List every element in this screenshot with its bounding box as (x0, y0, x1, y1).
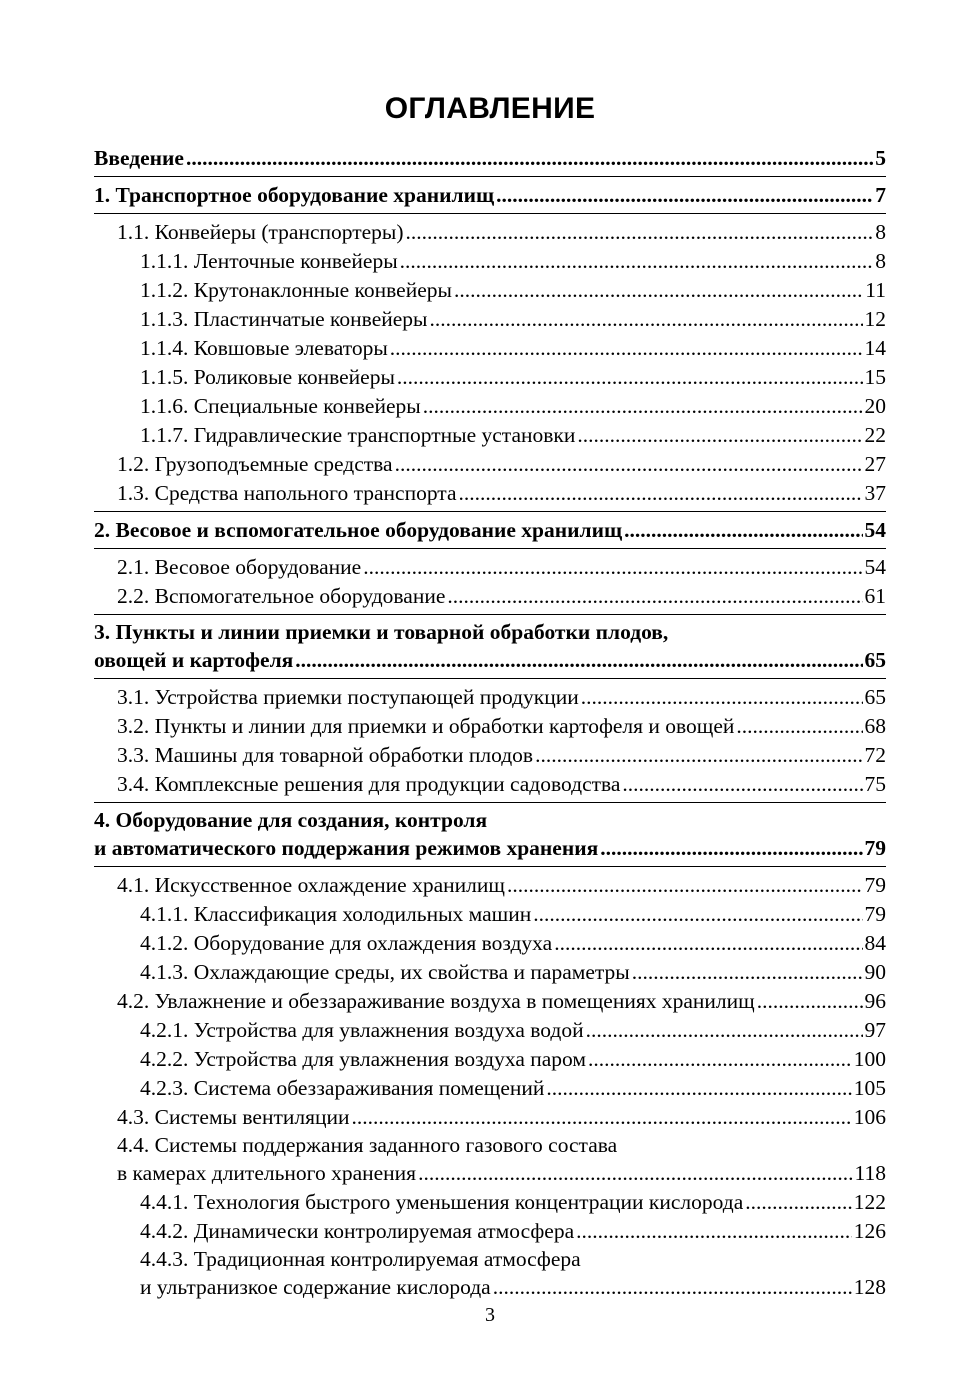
toc-entry[interactable]: 1.3. Средства напольного транспорта ..... 37 (94, 479, 886, 508)
dot-leader (757, 987, 863, 1016)
dot-leader (186, 144, 873, 173)
divider (94, 802, 886, 803)
toc-entry[interactable]: 2.1. Весовое оборудование ..... 54 (94, 553, 886, 582)
dot-leader (363, 553, 862, 582)
dot-leader (429, 305, 862, 334)
dot-leader (406, 218, 874, 247)
toc-entry[interactable]: 4.3. Системы вентиляции ..... 106 (94, 1103, 886, 1132)
dot-leader (459, 479, 863, 508)
divider (94, 176, 886, 177)
toc-entry-line1: 4.4. Системы поддержания заданного газового состава (117, 1133, 618, 1157)
dot-leader (576, 1217, 852, 1246)
page-number: 3 (485, 1304, 495, 1326)
dot-leader (736, 712, 862, 741)
toc-entry[interactable]: 3.1. Устройства приемки поступающей продукции ..... 65 (94, 683, 886, 712)
divider (94, 678, 886, 679)
dot-leader (507, 871, 863, 900)
toc-entry[interactable]: 4.4.1. Технология быстрого уменьшения концентрации кислорода ..... 122 (94, 1188, 886, 1217)
toc-entry-chapter-4[interactable]: и автоматического поддержания режимов хранения ..... 79 (94, 834, 886, 863)
toc-entry[interactable]: 1.1.5. Роликовые конвейеры ..... 15 (94, 363, 886, 392)
toc-entry[interactable]: 1.2. Грузоподъемные средства ..... 27 (94, 450, 886, 479)
toc-entry[interactable]: 4.4.2. Динамически контролируемая атмосфера ..... 126 (94, 1217, 886, 1246)
dot-leader (546, 1074, 851, 1103)
toc-entry-chapter-3[interactable]: овощей и картофеля ..... 65 (94, 646, 886, 675)
toc-entry[interactable]: в камерах длительного хранения ..... 118 (94, 1159, 886, 1188)
dot-leader (496, 181, 873, 210)
dot-leader (554, 929, 862, 958)
toc-entry[interactable]: 2.2. Вспомогательное оборудование ..... 61 (94, 582, 886, 611)
toc-entry[interactable]: 1.1.6. Специальные конвейеры ..... 20 (94, 392, 886, 421)
toc-entry[interactable]: 4.2.2. Устройства для увлажнения воздуха паром ..... 100 (94, 1045, 886, 1074)
toc-entry[interactable]: 4.1. Искусственное охлаждение хранилищ ..... 79 (94, 871, 886, 900)
dot-leader (400, 247, 874, 276)
toc-entry[interactable]: 3.4. Комплексные решения для продукции садоводства ..... 75 (94, 770, 886, 799)
toc-entry[interactable]: 4.2. Увлажнение и обеззараживание воздуха в помещениях хранилищ ..... 96 (94, 987, 886, 1016)
dot-leader (395, 450, 863, 479)
toc-entry[interactable]: 1.1.4. Ковшовые элеваторы ..... 14 (94, 334, 886, 363)
toc-entry[interactable]: 4.1.3. Охлаждающие среды, их свойства и параметры ..... 90 (94, 958, 886, 987)
dot-leader (390, 334, 863, 363)
divider (94, 213, 886, 214)
page-title: ОГЛАВЛЕНИЕ (384, 92, 596, 125)
table-of-contents (94, 144, 886, 1302)
dot-leader (454, 276, 863, 305)
dot-leader (423, 392, 863, 421)
toc-entry[interactable]: 4.2.1. Устройства для увлажнения воздуха водой ..... 97 (94, 1016, 886, 1045)
dot-leader (600, 834, 862, 863)
dot-leader (447, 582, 862, 611)
toc-entry[interactable]: и ультранизкое содержание кислорода ..... 128 (94, 1273, 886, 1302)
toc-entry-chapter-1[interactable]: 1. Транспортное оборудование хранилищ ..... 7 (94, 181, 886, 210)
toc-entry[interactable]: 3.2. Пункты и линии для приемки и обработки картофеля и овощей ..... 68 (94, 712, 886, 741)
toc-entry-line1: 4.4.3. Традиционная контролируемая атмосфера (140, 1247, 581, 1271)
dot-leader (295, 646, 862, 675)
dot-leader (577, 421, 862, 450)
toc-entry-chapter-2[interactable]: 2. Весовое и вспомогательное оборудование хранилищ ..... 54 (94, 516, 886, 545)
divider (94, 511, 886, 512)
toc-entry-introduction[interactable]: Введение ..... 5 (94, 144, 886, 173)
toc-entry[interactable]: 1.1.1. Ленточные конвейеры ..... 8 (94, 247, 886, 276)
toc-entry[interactable]: 1.1.2. Крутонаклонные конвейеры ..... 11 (94, 276, 886, 305)
dot-leader (624, 516, 862, 545)
divider (94, 548, 886, 549)
toc-entry[interactable]: 1.1. Конвейеры (транспортеры) ..... 8 (94, 218, 886, 247)
toc-entry[interactable]: 4.2.3. Система обеззараживания помещений ..... 105 (94, 1074, 886, 1103)
toc-entry[interactable]: 4.1.1. Классификация холодильных машин ..... 79 (94, 900, 886, 929)
dot-leader (397, 363, 863, 392)
dot-leader (535, 741, 862, 770)
toc-entry-chapter-4-line1: 4. Оборудование для создания, контроля (94, 808, 488, 832)
dot-leader (632, 958, 863, 987)
dot-leader (533, 900, 862, 929)
dot-leader (586, 1016, 863, 1045)
dot-leader (418, 1159, 852, 1188)
divider (94, 614, 886, 615)
divider (94, 866, 886, 867)
dot-leader (493, 1273, 852, 1302)
toc-entry[interactable]: 3.3. Машины для товарной обработки плодов ..... 72 (94, 741, 886, 770)
toc-entry[interactable]: 1.1.7. Гидравлические транспортные установки ..... 22 (94, 421, 886, 450)
toc-entry[interactable]: 4.1.2. Оборудование для охлаждения воздуха ..... 84 (94, 929, 886, 958)
toc-entry-chapter-3-line1: 3. Пункты и линии приемки и товарной обработки плодов, (94, 620, 669, 644)
dot-leader (588, 1045, 852, 1074)
dot-leader (352, 1103, 852, 1132)
dot-leader (622, 770, 862, 799)
dot-leader (581, 683, 863, 712)
toc-entry[interactable]: 1.1.3. Пластинчатые конвейеры ..... 12 (94, 305, 886, 334)
dot-leader (745, 1188, 852, 1217)
